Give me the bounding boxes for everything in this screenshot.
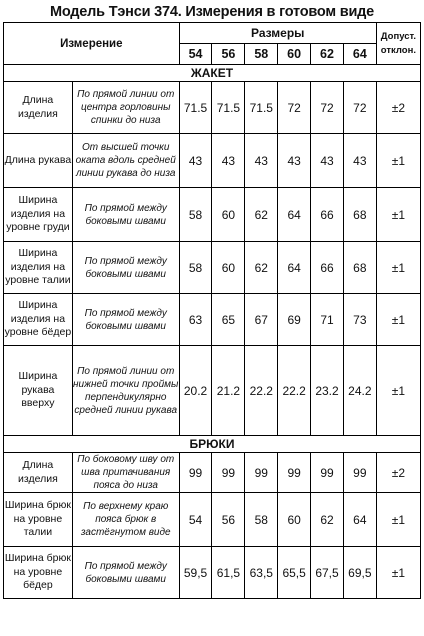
value-cell-size-54: 99 [179,453,212,493]
value-cell-size-60: 72 [278,82,311,134]
value-cell-size-54: 58 [179,188,212,242]
tolerance-cell: ±1 [376,294,420,346]
value-cell-size-60: 64 [278,188,311,242]
value-cell-size-58: 63,5 [245,547,278,599]
value-cell-size-60: 22.2 [278,346,311,436]
value-cell-size-64: 68 [343,188,376,242]
measurement-description: По прямой между боковыми швами [72,188,179,242]
value-cell-size-64: 43 [343,134,376,188]
size-header-62: 62 [311,44,344,65]
value-cell-size-64: 64 [343,493,376,547]
measurement-name: Ширина изделия на уровне бёдер [4,294,73,346]
section-row [4,436,421,453]
table-row [4,453,421,493]
value-cell-size-60: 99 [278,453,311,493]
section-row [4,65,421,82]
value-cell-size-54: 54 [179,493,212,547]
measurements-table [3,22,421,599]
tolerance-cell: ±2 [376,82,420,134]
table-row [4,242,421,294]
value-cell-size-58: 62 [245,188,278,242]
value-cell-size-56: 71.5 [212,82,245,134]
measurement-name: Ширина рукава вверху [4,346,73,436]
value-cell-size-64: 99 [343,453,376,493]
header-row [4,23,421,44]
value-cell-size-56: 56 [212,493,245,547]
measurement-name: Ширина брюк на уровне бёдер [4,547,73,599]
value-cell-size-56: 65 [212,294,245,346]
value-cell-size-58: 43 [245,134,278,188]
measurement-name: Длина изделия [4,82,73,134]
measurement-name: Ширина изделия на уровне груди [4,188,73,242]
value-cell-size-58: 67 [245,294,278,346]
value-cell-size-56: 43 [212,134,245,188]
value-cell-size-62: 23.2 [311,346,344,436]
value-cell-size-60: 69 [278,294,311,346]
value-cell-size-56: 60 [212,188,245,242]
size-header-64: 64 [343,44,376,65]
table-row [4,82,421,134]
value-cell-size-64: 72 [343,82,376,134]
value-cell-size-60: 60 [278,493,311,547]
tolerance-cell: ±1 [376,547,420,599]
tolerance-cell: ±1 [376,134,420,188]
table-body [4,65,421,599]
value-cell-size-54: 58 [179,242,212,294]
tolerance-header [376,23,420,65]
size-header-60: 60 [278,44,311,65]
value-cell-size-58: 62 [245,242,278,294]
tolerance-cell: ±2 [376,453,420,493]
value-cell-size-62: 71 [311,294,344,346]
tolerance-cell: ±1 [376,188,420,242]
tolerance-cell: ±1 [376,346,420,436]
value-cell-size-62: 72 [311,82,344,134]
value-cell-size-56: 21.2 [212,346,245,436]
measurement-name: Ширина изделия на уровне талии [4,242,73,294]
value-cell-size-62: 67,5 [311,547,344,599]
value-cell-size-54: 20.2 [179,346,212,436]
value-cell-size-56: 60 [212,242,245,294]
value-cell-size-64: 24.2 [343,346,376,436]
value-cell-size-64: 68 [343,242,376,294]
value-cell-size-62: 66 [311,188,344,242]
value-cell-size-56: 99 [212,453,245,493]
tolerance-header-line1: Допуст. [380,30,416,42]
value-cell-size-54: 63 [179,294,212,346]
size-header-54: 54 [179,44,212,65]
document-title: Модель Тэнси 374. Измерения в готовом виде [49,4,375,20]
value-cell-size-58: 99 [245,453,278,493]
measurement-description: По верхнему краю пояса брюк в застёгнутом виде [72,493,179,547]
tolerance-cell: ±1 [376,242,420,294]
value-cell-size-58: 58 [245,493,278,547]
value-cell-size-54: 59,5 [179,547,212,599]
table-row [4,493,421,547]
table-row [4,134,421,188]
size-header-58: 58 [245,44,278,65]
value-cell-size-62: 66 [311,242,344,294]
section-title: БРЮКИ [4,436,421,453]
measurement-name: Ширина брюк на уровне талии [4,493,73,547]
measurement-description: По прямой между боковыми швами [72,242,179,294]
value-cell-size-60: 65,5 [278,547,311,599]
measurement-header: Измерение [4,23,180,65]
value-cell-size-64: 69,5 [343,547,376,599]
measurement-description: От высшей точки оката вдоль средней линии рукава до низа [72,134,179,188]
value-cell-size-64: 73 [343,294,376,346]
value-cell-size-62: 43 [311,134,344,188]
measurement-description: По прямой линии от нижней точки проймы перпендикулярно средней линии рукава [72,346,179,436]
measurement-description: По прямой между боковыми швами [72,294,179,346]
size-header-56: 56 [212,44,245,65]
tolerance-header-line2: отклон. [380,44,416,56]
table-row [4,346,421,436]
value-cell-size-60: 43 [278,134,311,188]
value-cell-size-62: 62 [311,493,344,547]
value-cell-size-56: 61,5 [212,547,245,599]
tolerance-cell: ±1 [376,493,420,547]
value-cell-size-60: 64 [278,242,311,294]
sizes-header: Размеры [179,23,376,44]
value-cell-size-58: 71.5 [245,82,278,134]
section-title: ЖАКЕТ [4,65,421,82]
measurement-name: Длина рукава [4,134,73,188]
measurement-name: Длина изделия [4,453,73,493]
value-cell-size-54: 43 [179,134,212,188]
value-cell-size-62: 99 [311,453,344,493]
table-row [4,188,421,242]
table-row [4,294,421,346]
table-row [4,547,421,599]
measurement-description: По прямой линии от центра горловины спинки до низа [72,82,179,134]
measurement-description: По боковому шву от шва притачивания пояса до низа [72,453,179,493]
value-cell-size-54: 71.5 [179,82,212,134]
measurement-description: По прямой между боковыми швами [72,547,179,599]
value-cell-size-58: 22.2 [245,346,278,436]
